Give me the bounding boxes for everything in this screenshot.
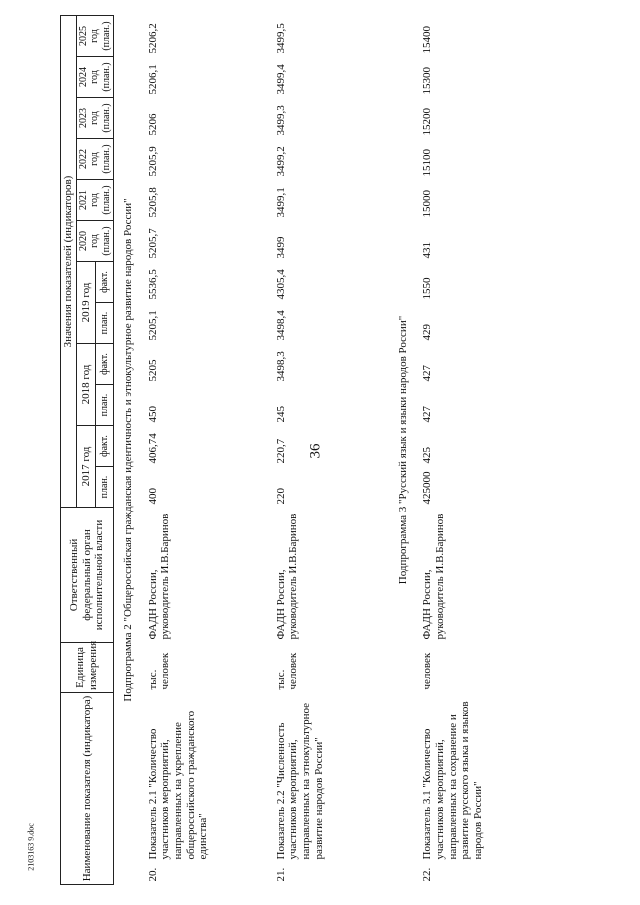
indicator-unit: человек bbox=[421, 652, 434, 690]
value-2018-plan: 245 bbox=[274, 406, 287, 423]
header-2018: 2018 год bbox=[76, 344, 95, 426]
header-2023: 2023 год (план.) bbox=[76, 98, 114, 139]
value-2019-plan: 5205,1 bbox=[146, 310, 159, 341]
header-2020: 2020 год (план.) bbox=[76, 221, 114, 262]
rotated-page bbox=[60, 15, 600, 885]
value-2018-plan: 450 bbox=[146, 406, 159, 423]
value-2020: 5205,7 bbox=[146, 228, 159, 259]
value-2019-fact: 5536,5 bbox=[146, 269, 159, 300]
responsible-org: ФАДН России, руководитель И.В.Баринов bbox=[146, 513, 172, 640]
section-title: Подпрограмма 2 "Общероссийская гражданская идентичность и этнокультурное развитие народов России" bbox=[122, 198, 135, 702]
header-fact: факт. bbox=[96, 344, 114, 385]
table-row bbox=[417, 16, 537, 885]
responsible-org: ФАДН России, руководитель И.В.Баринов bbox=[274, 513, 300, 640]
header-unit: Единица измерения bbox=[61, 643, 114, 693]
value-2021: 5205,8 bbox=[146, 187, 159, 218]
header-values: Значения показателей (индикаторов) bbox=[61, 16, 77, 508]
document-code: 2103163 9.doc bbox=[26, 823, 36, 871]
header-2022: 2022 год (план.) bbox=[76, 139, 114, 180]
section-row bbox=[114, 16, 143, 885]
value-2020: 431 bbox=[421, 242, 434, 259]
value-2017-fact: 220,7 bbox=[274, 438, 287, 464]
table-row bbox=[143, 16, 271, 885]
header-2021: 2021 год (план.) bbox=[76, 180, 114, 221]
header-plan: план. bbox=[96, 467, 114, 508]
header-2025: 2025 год (план.) bbox=[76, 16, 114, 57]
rotated-table-container bbox=[60, 15, 600, 885]
value-2023: 5206 bbox=[146, 113, 159, 136]
header-name: Наименование показателя (индикатора) bbox=[61, 693, 114, 885]
value-2017-fact: 425 bbox=[421, 447, 434, 464]
value-2018-fact: 5205 bbox=[146, 359, 159, 382]
value-2023: 15200 bbox=[421, 108, 434, 136]
value-2017-plan: 400 bbox=[146, 488, 159, 505]
table-row bbox=[271, 16, 389, 885]
value-2022: 3499,2 bbox=[274, 146, 287, 177]
value-2019-fact: 4305,4 bbox=[274, 269, 287, 300]
row-number: 21. bbox=[274, 867, 287, 882]
section-title: Подпрограмма 3 "Русский язык и языки народов России" bbox=[396, 315, 409, 585]
indicators-table bbox=[60, 15, 537, 885]
row-number: 22. bbox=[421, 867, 434, 882]
header-plan: план. bbox=[96, 303, 114, 344]
value-2019-plan: 3498,4 bbox=[274, 310, 287, 341]
indicator-unit: тыс. человек bbox=[274, 652, 300, 690]
section-row bbox=[389, 16, 418, 885]
value-2025: 15400 bbox=[421, 26, 434, 54]
value-2024: 5206,1 bbox=[146, 64, 159, 95]
value-2019-plan: 429 bbox=[421, 324, 434, 341]
value-2018-fact: 3498,3 bbox=[274, 351, 287, 382]
value-2020: 3499 bbox=[274, 236, 287, 259]
value-2018-fact: 427 bbox=[421, 365, 434, 382]
value-2017-fact: 406,74 bbox=[146, 433, 159, 464]
value-2021: 15000 bbox=[421, 190, 434, 218]
value-2017-plan: 220 bbox=[274, 488, 287, 505]
indicator-name: Показатель 3.1 "Количество участников мероприятий, направленных на сохранение и развитие русского языка и языков народов России" bbox=[421, 701, 484, 860]
row-number: 20. bbox=[146, 867, 159, 882]
header-2024: 2024 год (план.) bbox=[76, 57, 114, 98]
value-2018-plan: 427 bbox=[421, 406, 434, 423]
header-plan: план. bbox=[96, 385, 114, 426]
header-org: Ответственный федеральный орган исполнительной власти bbox=[61, 508, 114, 643]
indicator-unit: тыс. человек bbox=[146, 652, 172, 690]
value-2019-fact: 1550 bbox=[421, 277, 434, 300]
value-2022: 5205,9 bbox=[146, 146, 159, 177]
header-fact: факт. bbox=[96, 262, 114, 303]
indicator-name: Показатель 2.2 "Численность участников мероприятий, направленных на этнокультурное развитие народов России" bbox=[274, 702, 325, 860]
value-2021: 3499,1 bbox=[274, 187, 287, 218]
value-2025: 5206,2 bbox=[146, 23, 159, 54]
header-2019: 2019 год bbox=[76, 262, 95, 344]
value-2024: 3499,4 bbox=[274, 64, 287, 95]
header-fact: факт. bbox=[96, 426, 114, 467]
responsible-org: ФАДН России, руководитель И.В.Баринов bbox=[421, 513, 447, 640]
header-2017: 2017 год bbox=[76, 426, 95, 508]
indicator-name: Показатель 2.1 "Количество участников мероприятий, направленных на укрепление общероссийского гражданского единства" bbox=[146, 710, 210, 860]
value-2025: 3499,5 bbox=[274, 23, 287, 54]
value-2017-plan: 425000 bbox=[421, 471, 434, 505]
page-number: 36 bbox=[307, 443, 324, 459]
value-2024: 15300 bbox=[421, 67, 434, 95]
value-2023: 3499,3 bbox=[274, 105, 287, 136]
value-2022: 15100 bbox=[421, 149, 434, 177]
